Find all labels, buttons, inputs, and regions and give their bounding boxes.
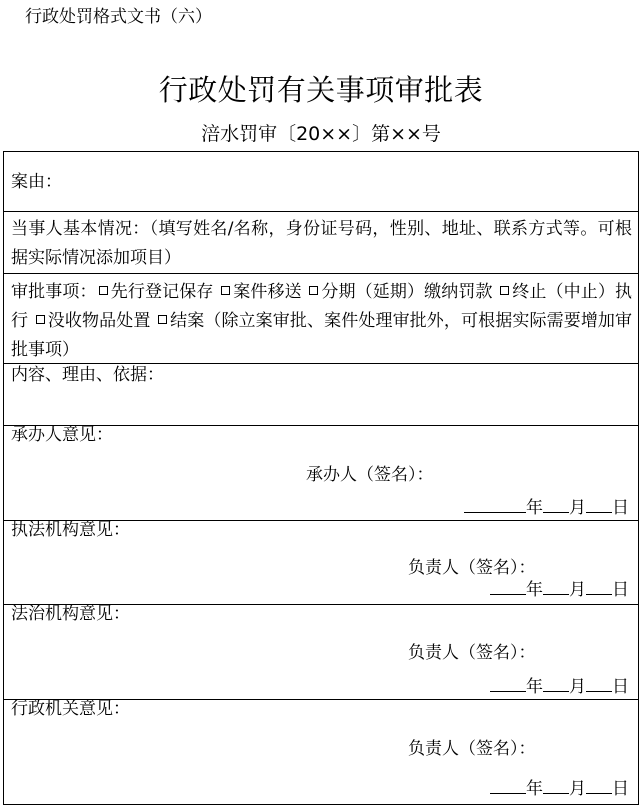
day-blank[interactable] (586, 574, 612, 595)
day-label: 日 (612, 677, 629, 697)
party-row (4, 211, 638, 273)
year-blank[interactable] (464, 492, 526, 513)
month-label: 月 (569, 580, 586, 600)
approval-option: 终止（中止）执行 (11, 282, 633, 331)
year-label: 年 (526, 498, 543, 518)
handler-opinion-label: 承办人意见： (11, 425, 113, 445)
agency-date-line (490, 773, 629, 804)
month-label: 月 (569, 498, 586, 518)
day-label: 日 (612, 779, 629, 799)
enforcement-opinion-row (4, 520, 638, 604)
year-blank[interactable] (490, 773, 526, 794)
day-blank[interactable] (586, 492, 612, 513)
checkbox-icon[interactable] (99, 286, 108, 295)
approval-suffix: （除立案审批、案件处理审批外，可根据实际需要增加审批事项） (11, 311, 633, 360)
month-blank[interactable] (543, 671, 569, 692)
form-category-label: 行政处罚格式文书（六） (25, 7, 212, 27)
year-blank[interactable] (490, 671, 526, 692)
approval-option: 没收物品处置 (47, 311, 151, 331)
checkbox-icon[interactable] (309, 286, 318, 295)
day-blank[interactable] (586, 773, 612, 794)
approval-items-row (4, 273, 638, 363)
approval-items-text (11, 278, 632, 365)
handler-signature-label: 承办人（签名）： (306, 465, 434, 485)
legal-signature-label: 负责人（签名）： (408, 643, 536, 663)
checkbox-icon[interactable] (158, 315, 167, 324)
case-label: 案由： (11, 172, 62, 192)
month-label: 月 (569, 779, 586, 799)
approval-option: 分期（延期）缴纳罚款 (321, 282, 493, 302)
month-blank[interactable] (543, 773, 569, 794)
day-blank[interactable] (586, 671, 612, 692)
party-info-text: 当事人基本情况：（填写姓名/名称，身份证号码，性别、地址、联系方式等。可根据实际情况添加项目） (11, 219, 632, 268)
day-label: 日 (612, 580, 629, 600)
content-label: 内容、理由、依据： (11, 365, 164, 385)
year-label: 年 (526, 677, 543, 697)
year-blank[interactable] (490, 574, 526, 595)
approval-form-table (3, 151, 639, 805)
legal-opinion-row (4, 604, 638, 699)
year-label: 年 (526, 580, 543, 600)
legal-opinion-label: 法治机构意见： (11, 604, 130, 624)
page-title: 行政处罚有关事项审批表 (158, 73, 484, 107)
month-label: 月 (569, 677, 586, 697)
checkbox-icon[interactable] (36, 315, 45, 324)
agency-opinion-label: 行政机关意见： (11, 699, 130, 719)
approval-option: 案件移送 (233, 282, 302, 302)
approval-option: 结案 (169, 311, 205, 331)
approval-prefix: 审批事项： (11, 282, 97, 302)
checkbox-icon[interactable] (500, 286, 509, 295)
enforcement-signature-label: 负责人（签名）： (408, 558, 536, 578)
content-row (4, 363, 638, 425)
case-row (4, 152, 638, 211)
enforcement-opinion-label: 执法机构意见： (11, 520, 130, 540)
checkbox-icon[interactable] (221, 286, 230, 295)
document-number: 涪水罚审〔20××〕第××号 (201, 123, 441, 145)
approval-option: 先行登记保存 (110, 282, 214, 302)
agency-opinion-row (4, 699, 638, 804)
month-blank[interactable] (543, 492, 569, 513)
month-blank[interactable] (543, 574, 569, 595)
handler-opinion-row (4, 425, 638, 520)
day-label: 日 (612, 498, 629, 518)
agency-signature-label: 负责人（签名）： (408, 739, 536, 759)
year-label: 年 (526, 779, 543, 799)
